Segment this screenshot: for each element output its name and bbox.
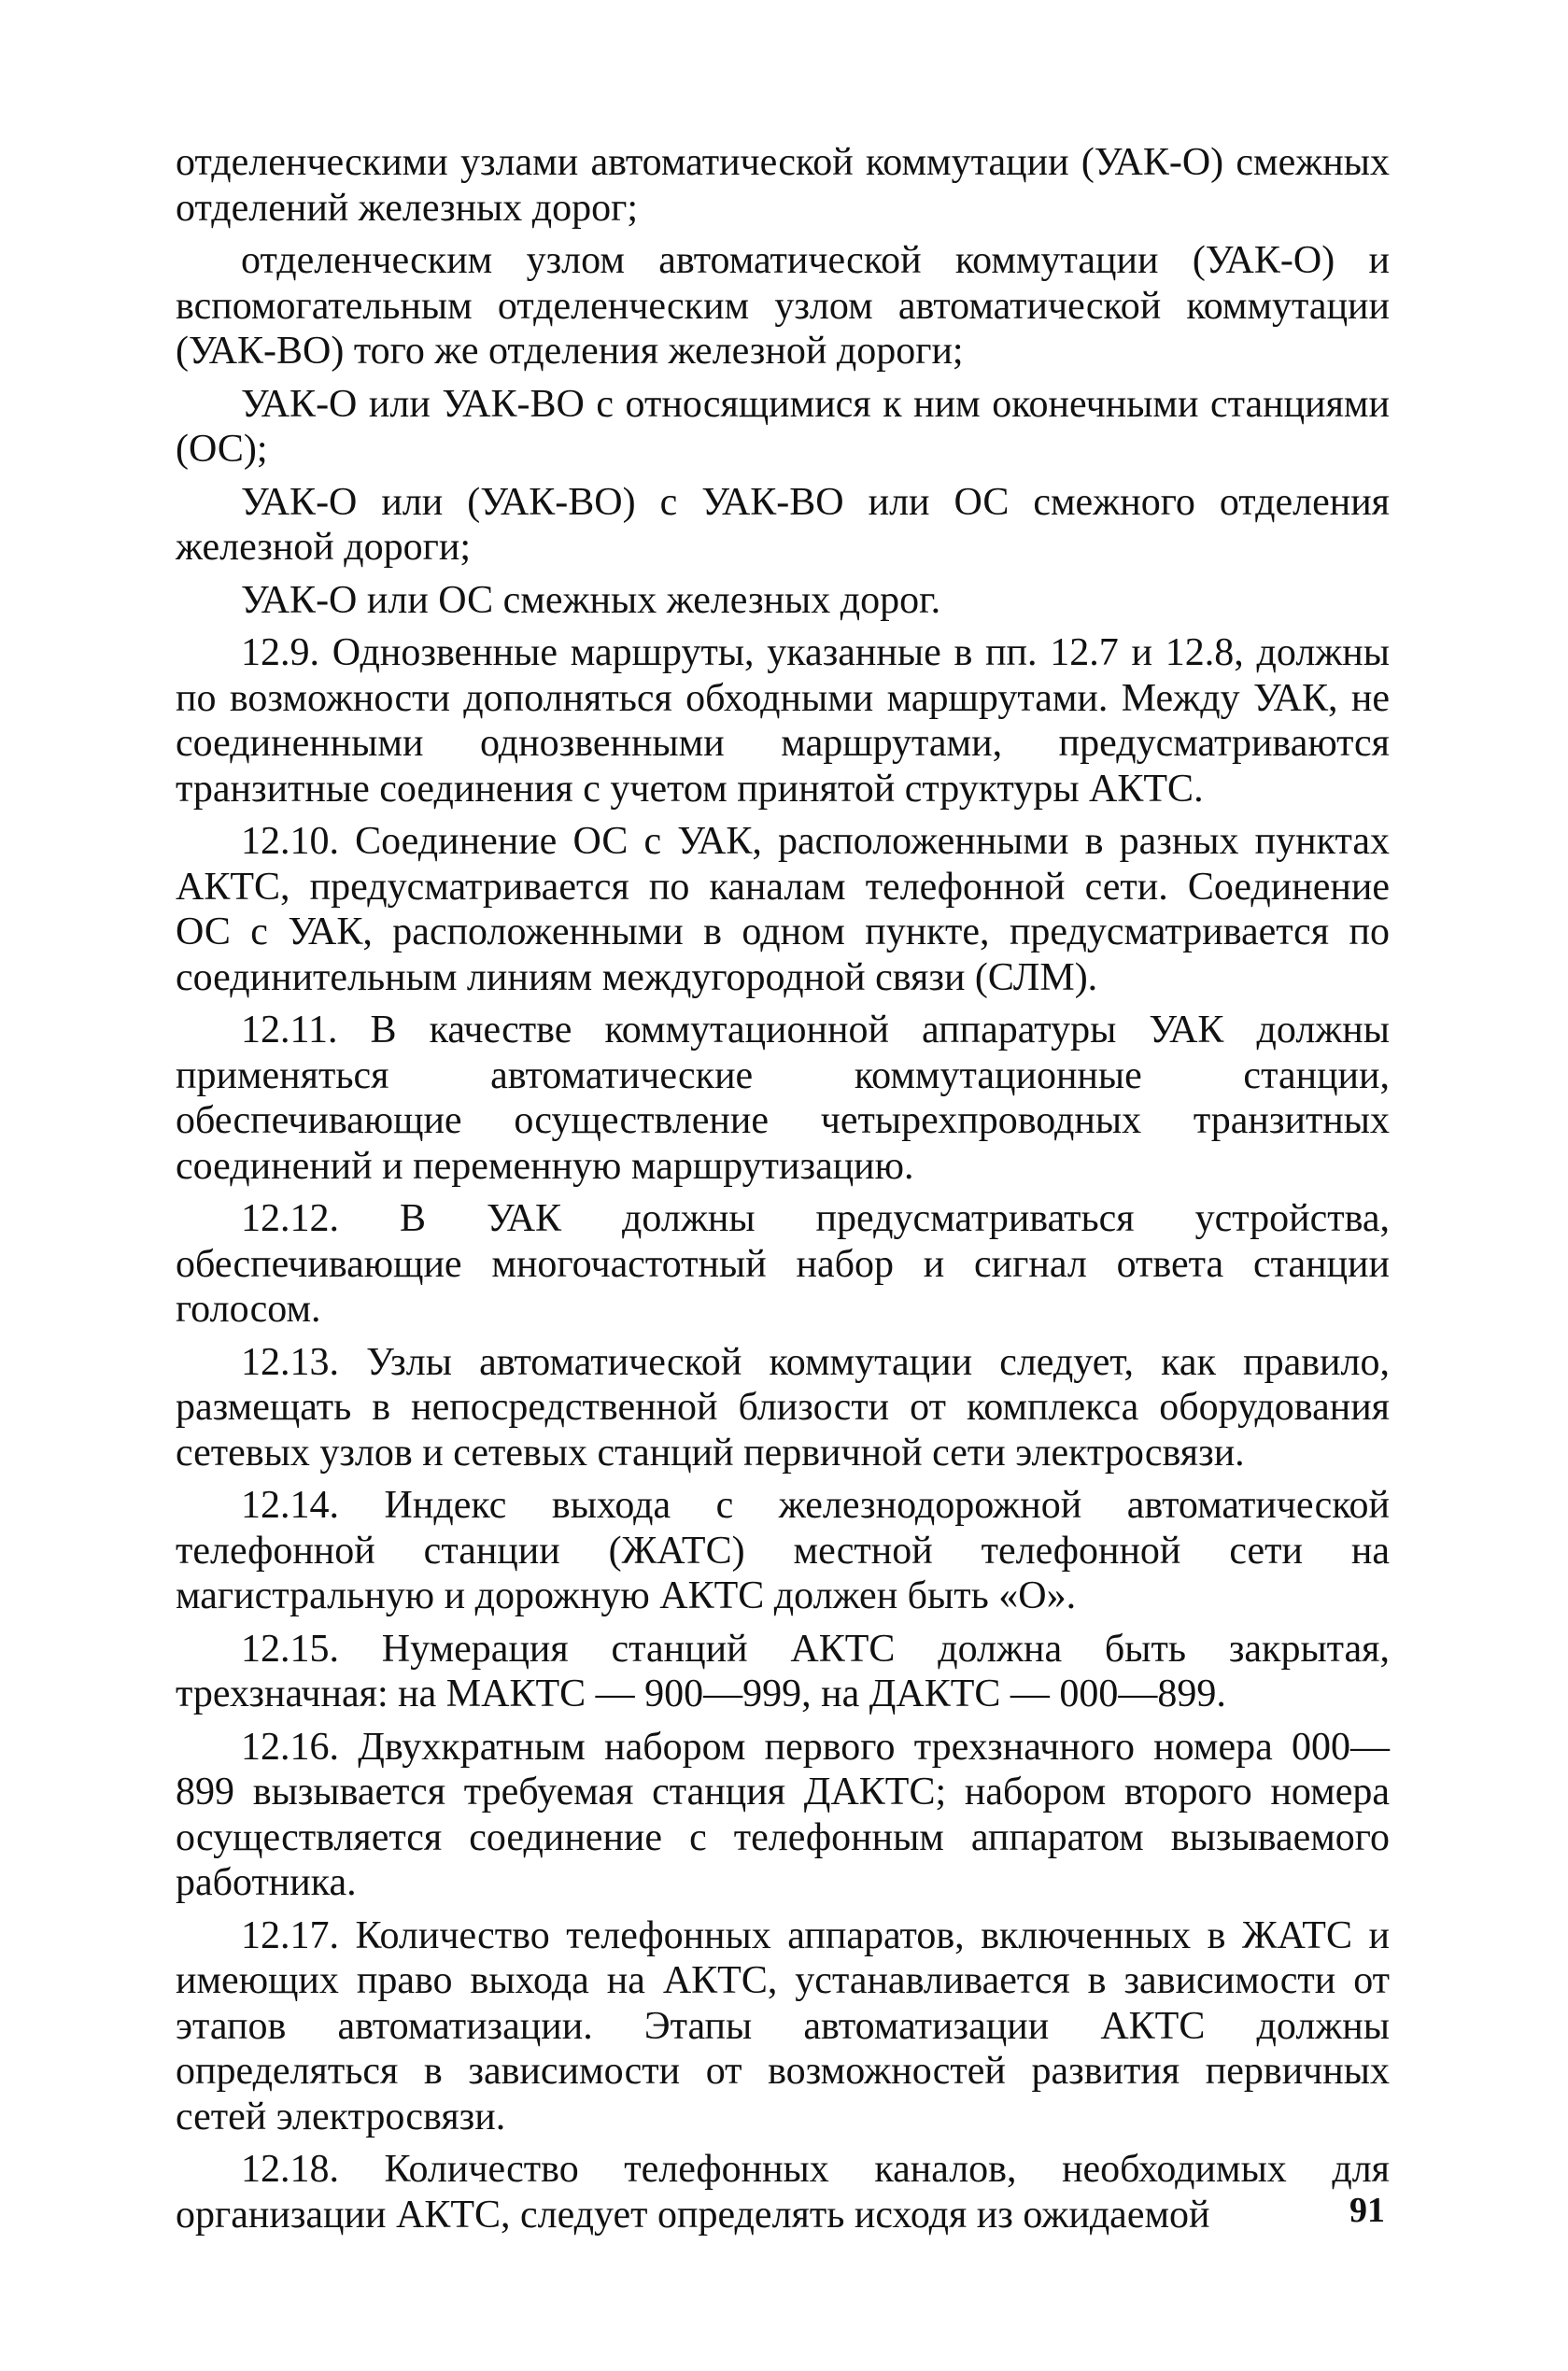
section-12-13: 12.13. Узлы автоматической коммутации следует, как правило, размещать в непосредственной близости от комплекса оборудования сетевых узлов и сетевых станций первичной сети электросвязи. (176, 1340, 1390, 1475)
paragraph-1: отделенческими узлами автоматической коммутации (УАК-О) смежных отделений железных дорог; (176, 141, 1390, 230)
paragraph-5: УАК-О или ОС смежных железных дорог. (241, 578, 941, 622)
paragraph-3: УАК-О или УАК-ВО с относящимися к ним оконечными станциями (ОС); (176, 382, 1390, 471)
section-12-9: 12.9. Однозвенные маршруты, указанные в пп. 12.7 и 12.8, должны по возможности дополняться обходными маршрутами. Между УАК, не соединенными однозвенными маршрутами, предусматриваются транзитные соединения с учетом принятой структуры АКТС. (176, 631, 1390, 811)
section-12-14: 12.14. Индекс выхода с железнодорожной автоматической телефонной станции (ЖАТС) местной телефонной сети на магистральную и дорожную АКТС должен быть «О». (176, 1484, 1390, 1617)
section-12-12: 12.12. В УАК должны предусматриваться устройства, обеспечивающие многочастотный набор и сигнал ответа станции голосом. (176, 1197, 1390, 1331)
paragraph-4: УАК-О или (УАК-ВО) с УАК-ВО или ОС смежного отделения железной дороги; (176, 480, 1390, 569)
section-12-17: 12.17. Количество телефонных аппаратов, включенных в ЖАТС и имеющих право выхода на АКТС, устанавливается в зависимости от этапов автоматизации. Этапы автоматизации АКТС должны определяться в зависимости от возможностей развития первичных сетей электросвязи. (176, 1913, 1390, 2138)
paragraph-2: отделенческим узлом автоматической коммутации (УАК-О) и вспомогательным отделенческим узлом автоматической коммутации (УАК-ВО) того же отделения железной дороги; (176, 239, 1390, 373)
section-12-16: 12.16. Двухкратным набором первого трехзначного номера 000—899 вызывается требуемая станция ДАКТС; набором второго номера осуществляется соединение с телефонным аппаратом вызываемого работника. (176, 1725, 1390, 1904)
section-12-15: 12.15. Нумерация станций АКТС должна быть закрытая, трехзначная: на МАКТС — 900—999, на ДАКТС — 000—899. (176, 1627, 1390, 1715)
section-12-11: 12.11. В качестве коммутационной аппаратуры УАК должны применяться автоматические коммутационные станции, обеспечивающие осуществление четырехпроводных транзитных соединений и переменную маршрутизацию. (176, 1009, 1390, 1188)
document-page (176, 140, 1390, 2245)
section-12-10: 12.10. Соединение ОС с УАК, расположенными в разных пунктах АКТС, предусматривается по каналам телефонной сети. Соединение ОС с УАК, расположенными в одном пункте, предусматривается по соединительным линиям междугородной связи (СЛМ). (176, 820, 1390, 999)
page-number: 91 (1349, 2191, 1385, 2230)
section-12-18: 12.18. Количество телефонных каналов, необходимых для организации АКТС, следует определять исходя из ожидаемой (176, 2148, 1390, 2237)
